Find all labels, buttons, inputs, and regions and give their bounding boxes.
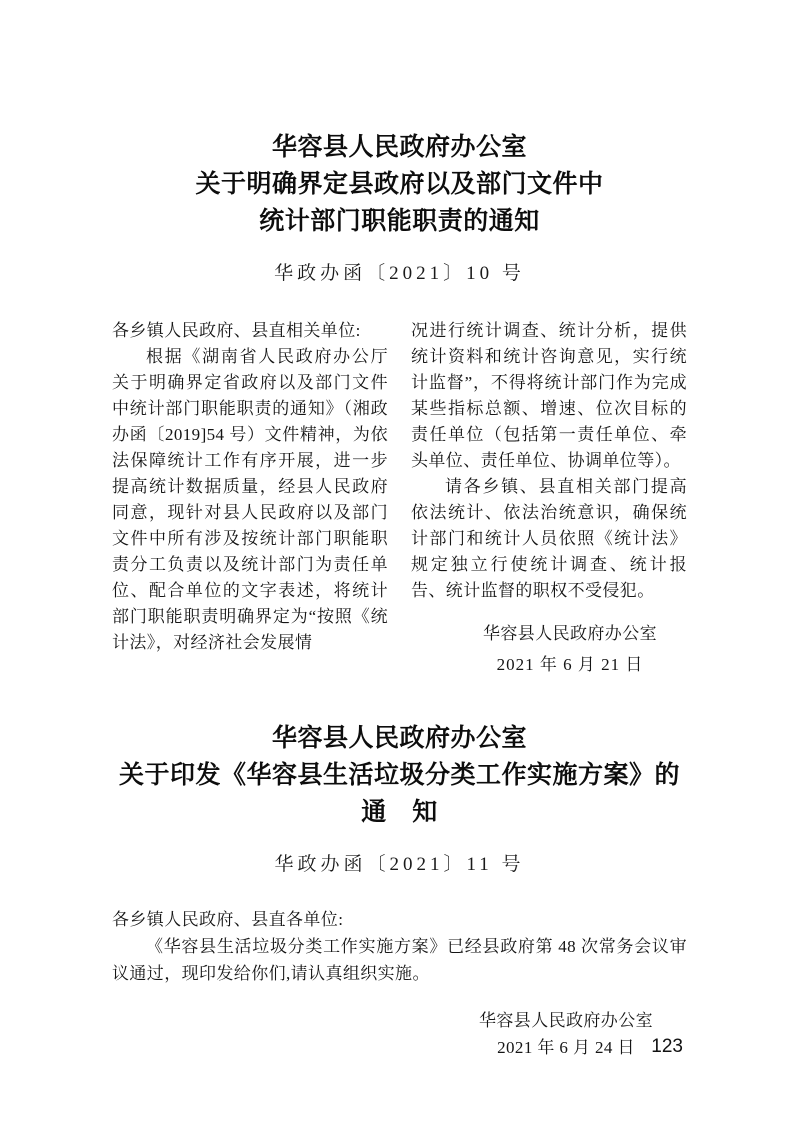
notice-1-paragraph-continuation: 况进行统计调查、统计分析，提供统计资料和统计咨询意见，实行统计监督”，不得将统计部门作为完成某些指标总额、增速、位次目标的责任单位（包括第一责任单位、牵头单位、责任单位、协调单位等）。 [411,320,687,470]
notice-2-title-line-1: 华容县人民政府办公室 [271,724,527,752]
notice-2-title [112,720,687,831]
notice-1-body [112,318,687,680]
notice-1-date: 2021 年 6 月 21 日 [496,654,644,674]
notice-2-paragraph: 《华容县生活垃圾分类工作实施方案》已经县政府第 48 次常务会议审议通过，现印发给你们,请认真组织实施。 [112,936,687,983]
notice-2-signature [479,1007,653,1061]
notice-1-paragraph-left: 根据《湖南省人民政府办公厅关于明确界定省政府以及部门文件中统计部门职能职责的通知》（湘政办函〔2019]54 号）文件精神，为依法保障统计工作有序开展，进一步提高统计数据质量，经县人民政府同意，现针对县人民政府以及部门文件中所有涉及按统计部门职能职责分工负责以及统计部门为责任单位、配合单位的文字表述，将统计部门职能职责明确界定为“按照《统计法》，对经济社会发展情 [112,346,388,652]
notice-1-title-line-2: 关于明确界定县政府以及部门文件中 [195,170,604,198]
notice-1-right-column [411,318,687,680]
notice-1-title [112,129,687,240]
notice-1-paragraph-right: 请各乡镇、县直相关部门提高依法统计、依法治统意识，确保统计部门和统计人员依照《统计法》规定独立行使统计调查、统计报告、统计监督的职权不受侵犯。 [411,476,687,600]
notice-1-left-column [112,318,388,680]
notice-2-title-line-3: 通 知 [361,798,438,826]
notice-2 [112,720,687,1061]
notice-1-doc-number: 华政办函〔2021〕10 号 [274,262,525,284]
notice-2-salutation: 各乡镇人民政府、县直各单位: [112,909,344,929]
notice-2-doc-number: 华政办函〔2021〕11 号 [274,853,525,875]
notice-1-salutation: 各乡镇人民政府、县直相关单位: [112,320,361,340]
notice-2-title-line-2: 关于印发《华容县生活垃圾分类工作实施方案》的 [118,761,680,789]
notice-2-date: 2021 年 6 月 24 日 [497,1037,635,1057]
notice-2-body [112,906,687,987]
notice-1-signer: 华容县人民政府办公室 [483,623,657,643]
notice-1-title-line-3: 统计部门职能职责的通知 [259,207,540,235]
page-number: 123 [651,1036,683,1057]
notice-1-title-line-1: 华容县人民政府办公室 [271,133,527,161]
notice-1 [112,129,687,680]
notice-2-signer: 华容县人民政府办公室 [479,1010,653,1030]
notice-1-signature [483,618,657,680]
